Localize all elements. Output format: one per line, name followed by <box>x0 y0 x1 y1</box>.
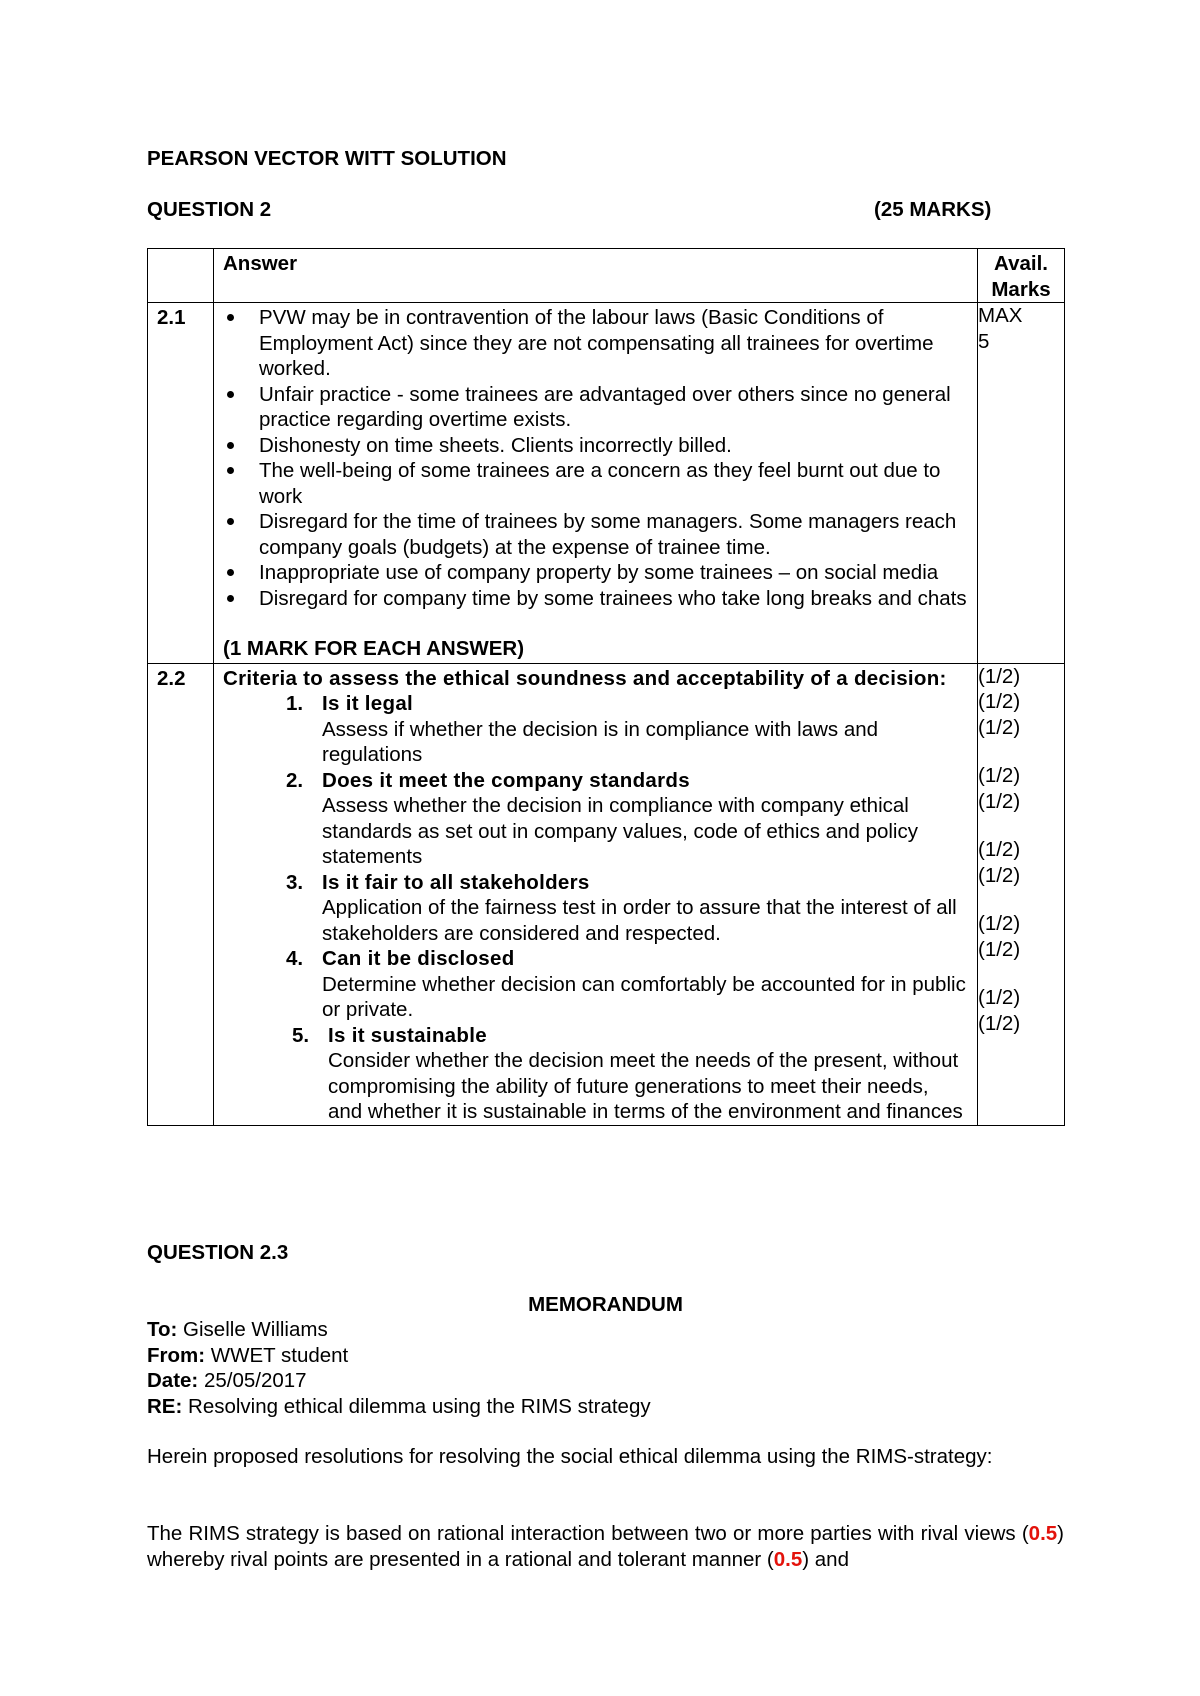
bullet-icon <box>227 518 234 525</box>
half-mark: (1/2) <box>978 764 1021 787</box>
criterion-text: Assess whether the decision in compliance with company ethical standards as set out in company values, code of ethics and policy statements <box>322 794 918 868</box>
half-mark: (1/2) <box>978 912 1021 935</box>
bullet-text: Disregard for company time by some trainees who take long breaks and chats <box>259 586 967 610</box>
marking-note: (1 MARK FOR EACH ANSWER) <box>223 637 525 660</box>
memo-to-line <box>147 1317 651 1343</box>
answer-table <box>147 248 1065 1126</box>
bullet-text: The well-being of some trainees are a concern as they feel burnt out due to work <box>259 459 941 508</box>
bullet-icon <box>227 314 234 321</box>
spacer <box>978 962 1064 985</box>
list-item <box>214 586 977 612</box>
table-row-2-2 <box>148 663 1065 1125</box>
spacer <box>978 814 1064 837</box>
bullet-icon <box>227 391 234 398</box>
criterion-4 <box>214 946 977 1023</box>
memo-paragraph-2 <box>147 1521 1064 1572</box>
question-number-2-2: 2.2 <box>148 663 214 1125</box>
memo-date-line <box>147 1368 651 1394</box>
mark-allocation: 0.5 <box>1028 1522 1058 1545</box>
criterion-number: 1. <box>286 692 304 715</box>
list-item <box>214 305 977 382</box>
document-title: PEARSON VECTOR WITT SOLUTION <box>147 147 507 170</box>
marks-cell-2-2 <box>978 663 1065 1125</box>
list-item <box>214 560 977 586</box>
bullet-icon <box>227 569 234 576</box>
half-mark: (1/2) <box>978 937 1021 961</box>
memo-paragraph-1: Herein proposed resolutions for resolving the social ethical dilemma using the RIMS-strategy: <box>147 1445 993 1468</box>
question-2-3-label: QUESTION 2.3 <box>147 1241 289 1264</box>
criterion-number: 5. <box>292 1023 310 1047</box>
half-mark: (1/2) <box>978 789 1021 813</box>
half-mark: (1/2) <box>978 986 1021 1009</box>
list-item <box>214 458 977 509</box>
list-item <box>214 382 977 433</box>
criterion-title: Can it be disclosed <box>322 947 515 970</box>
criterion-3 <box>214 870 977 947</box>
bullet-icon <box>227 595 234 602</box>
question-2-marks: (25 MARKS) <box>874 198 992 221</box>
header-avail-marks <box>978 249 1065 303</box>
memo-date-value: 25/05/2017 <box>198 1369 307 1392</box>
memo-from-value: WWET student <box>205 1343 349 1367</box>
bullet-text: Unfair practice - some trainees are advantaged over others since no general practice regarding overtime exists. <box>259 382 951 431</box>
spacer <box>978 888 1064 911</box>
criterion-text: Determine whether decision can comfortably be accounted for in public or private. <box>322 972 966 1021</box>
half-mark: (1/2) <box>978 690 1021 713</box>
header-empty-cell <box>148 249 214 303</box>
bullet-icon <box>227 467 234 474</box>
mark-allocation: 0.5 <box>773 1547 803 1571</box>
memo-re-line <box>147 1394 651 1420</box>
half-mark: (1/2) <box>978 1011 1021 1035</box>
memo-to-label: To: <box>147 1318 178 1341</box>
memo-to-value: Giselle Williams <box>177 1318 328 1341</box>
criterion-number: 4. <box>286 947 304 970</box>
criterion-title: Is it sustainable <box>328 1023 487 1047</box>
memo-date-label: Date: <box>147 1369 199 1392</box>
header-avail-line2: Marks <box>991 277 1051 301</box>
bullet-text: PVW may be in contravention of the labour laws (Basic Conditions of Employment Act) since they are not compensating all trainees for overtime worked. <box>259 306 934 380</box>
paragraph-text: The RIMS strategy is based on rational interaction between two or more parties with rival views ( <box>147 1522 1029 1545</box>
header-answer: Answer <box>214 249 978 303</box>
list-item <box>214 509 977 560</box>
max-value: 5 <box>978 329 990 353</box>
question-number-2-1: 2.1 <box>148 303 214 664</box>
criterion-number: 2. <box>286 768 304 792</box>
half-mark: (1/2) <box>978 664 1021 688</box>
question-2-header <box>147 197 1064 223</box>
memo-re-label: RE: <box>147 1394 183 1418</box>
answer-cell-2-1 <box>214 303 978 664</box>
paragraph-text: ) whereby rival points are presented in a rational and tolerant manner ( <box>147 1522 1064 1571</box>
question-2-label: QUESTION 2 <box>147 198 272 221</box>
criterion-text: Assess if whether the decision is in compliance with laws and regulations <box>322 717 879 766</box>
list-item <box>214 433 977 459</box>
criterion-number: 3. <box>286 870 304 894</box>
paragraph-text: ) and <box>802 1547 849 1571</box>
header-avail-line1: Avail. <box>994 252 1048 275</box>
half-mark: (1/2) <box>978 715 1021 739</box>
bullet-icon <box>227 442 234 449</box>
max-label: MAX <box>978 304 1023 327</box>
table-header-row <box>148 249 1065 303</box>
memo-title: MEMORANDUM <box>528 1293 683 1316</box>
half-mark: (1/2) <box>978 863 1021 887</box>
memo-header <box>147 1317 651 1419</box>
criterion-2 <box>214 768 977 870</box>
bullet-text: Disregard for the time of trainees by some managers. Some managers reach company goals (budgets) at the expense of trainee time. <box>259 510 957 559</box>
memo-from-line <box>147 1343 651 1369</box>
criterion-5 <box>214 1023 977 1125</box>
answer-bullet-list <box>214 303 977 611</box>
half-mark: (1/2) <box>978 838 1021 861</box>
criterion-1 <box>214 691 977 768</box>
criterion-text: Application of the fairness test in order to assure that the interest of all stakeholders are considered and respected. <box>322 896 957 945</box>
answer-cell-2-2 <box>214 663 978 1125</box>
marks-cell-2-1 <box>978 303 1065 664</box>
memo-from-label: From: <box>147 1343 206 1367</box>
bullet-text: Dishonesty on time sheets. Clients incorrectly billed. <box>259 433 732 457</box>
criterion-title: Is it legal <box>322 692 414 715</box>
bullet-text: Inappropriate use of company property by some trainees – on social media <box>259 561 939 584</box>
criterion-title: Is it fair to all stakeholders <box>322 870 590 894</box>
spacer <box>978 740 1064 763</box>
table-row-2-1 <box>148 303 1065 664</box>
memo-re-value: Resolving ethical dilemma using the RIMS strategy <box>182 1394 651 1418</box>
criteria-heading: Criteria to assess the ethical soundness and acceptability of a decision: <box>223 666 947 690</box>
criterion-text: Consider whether the decision meet the needs of the present, without compromising the ability of future generations to meet their needs, and whether it is sustainable in terms of the environment and finances <box>328 1049 963 1123</box>
criterion-title: Does it meet the company standards <box>322 768 690 792</box>
